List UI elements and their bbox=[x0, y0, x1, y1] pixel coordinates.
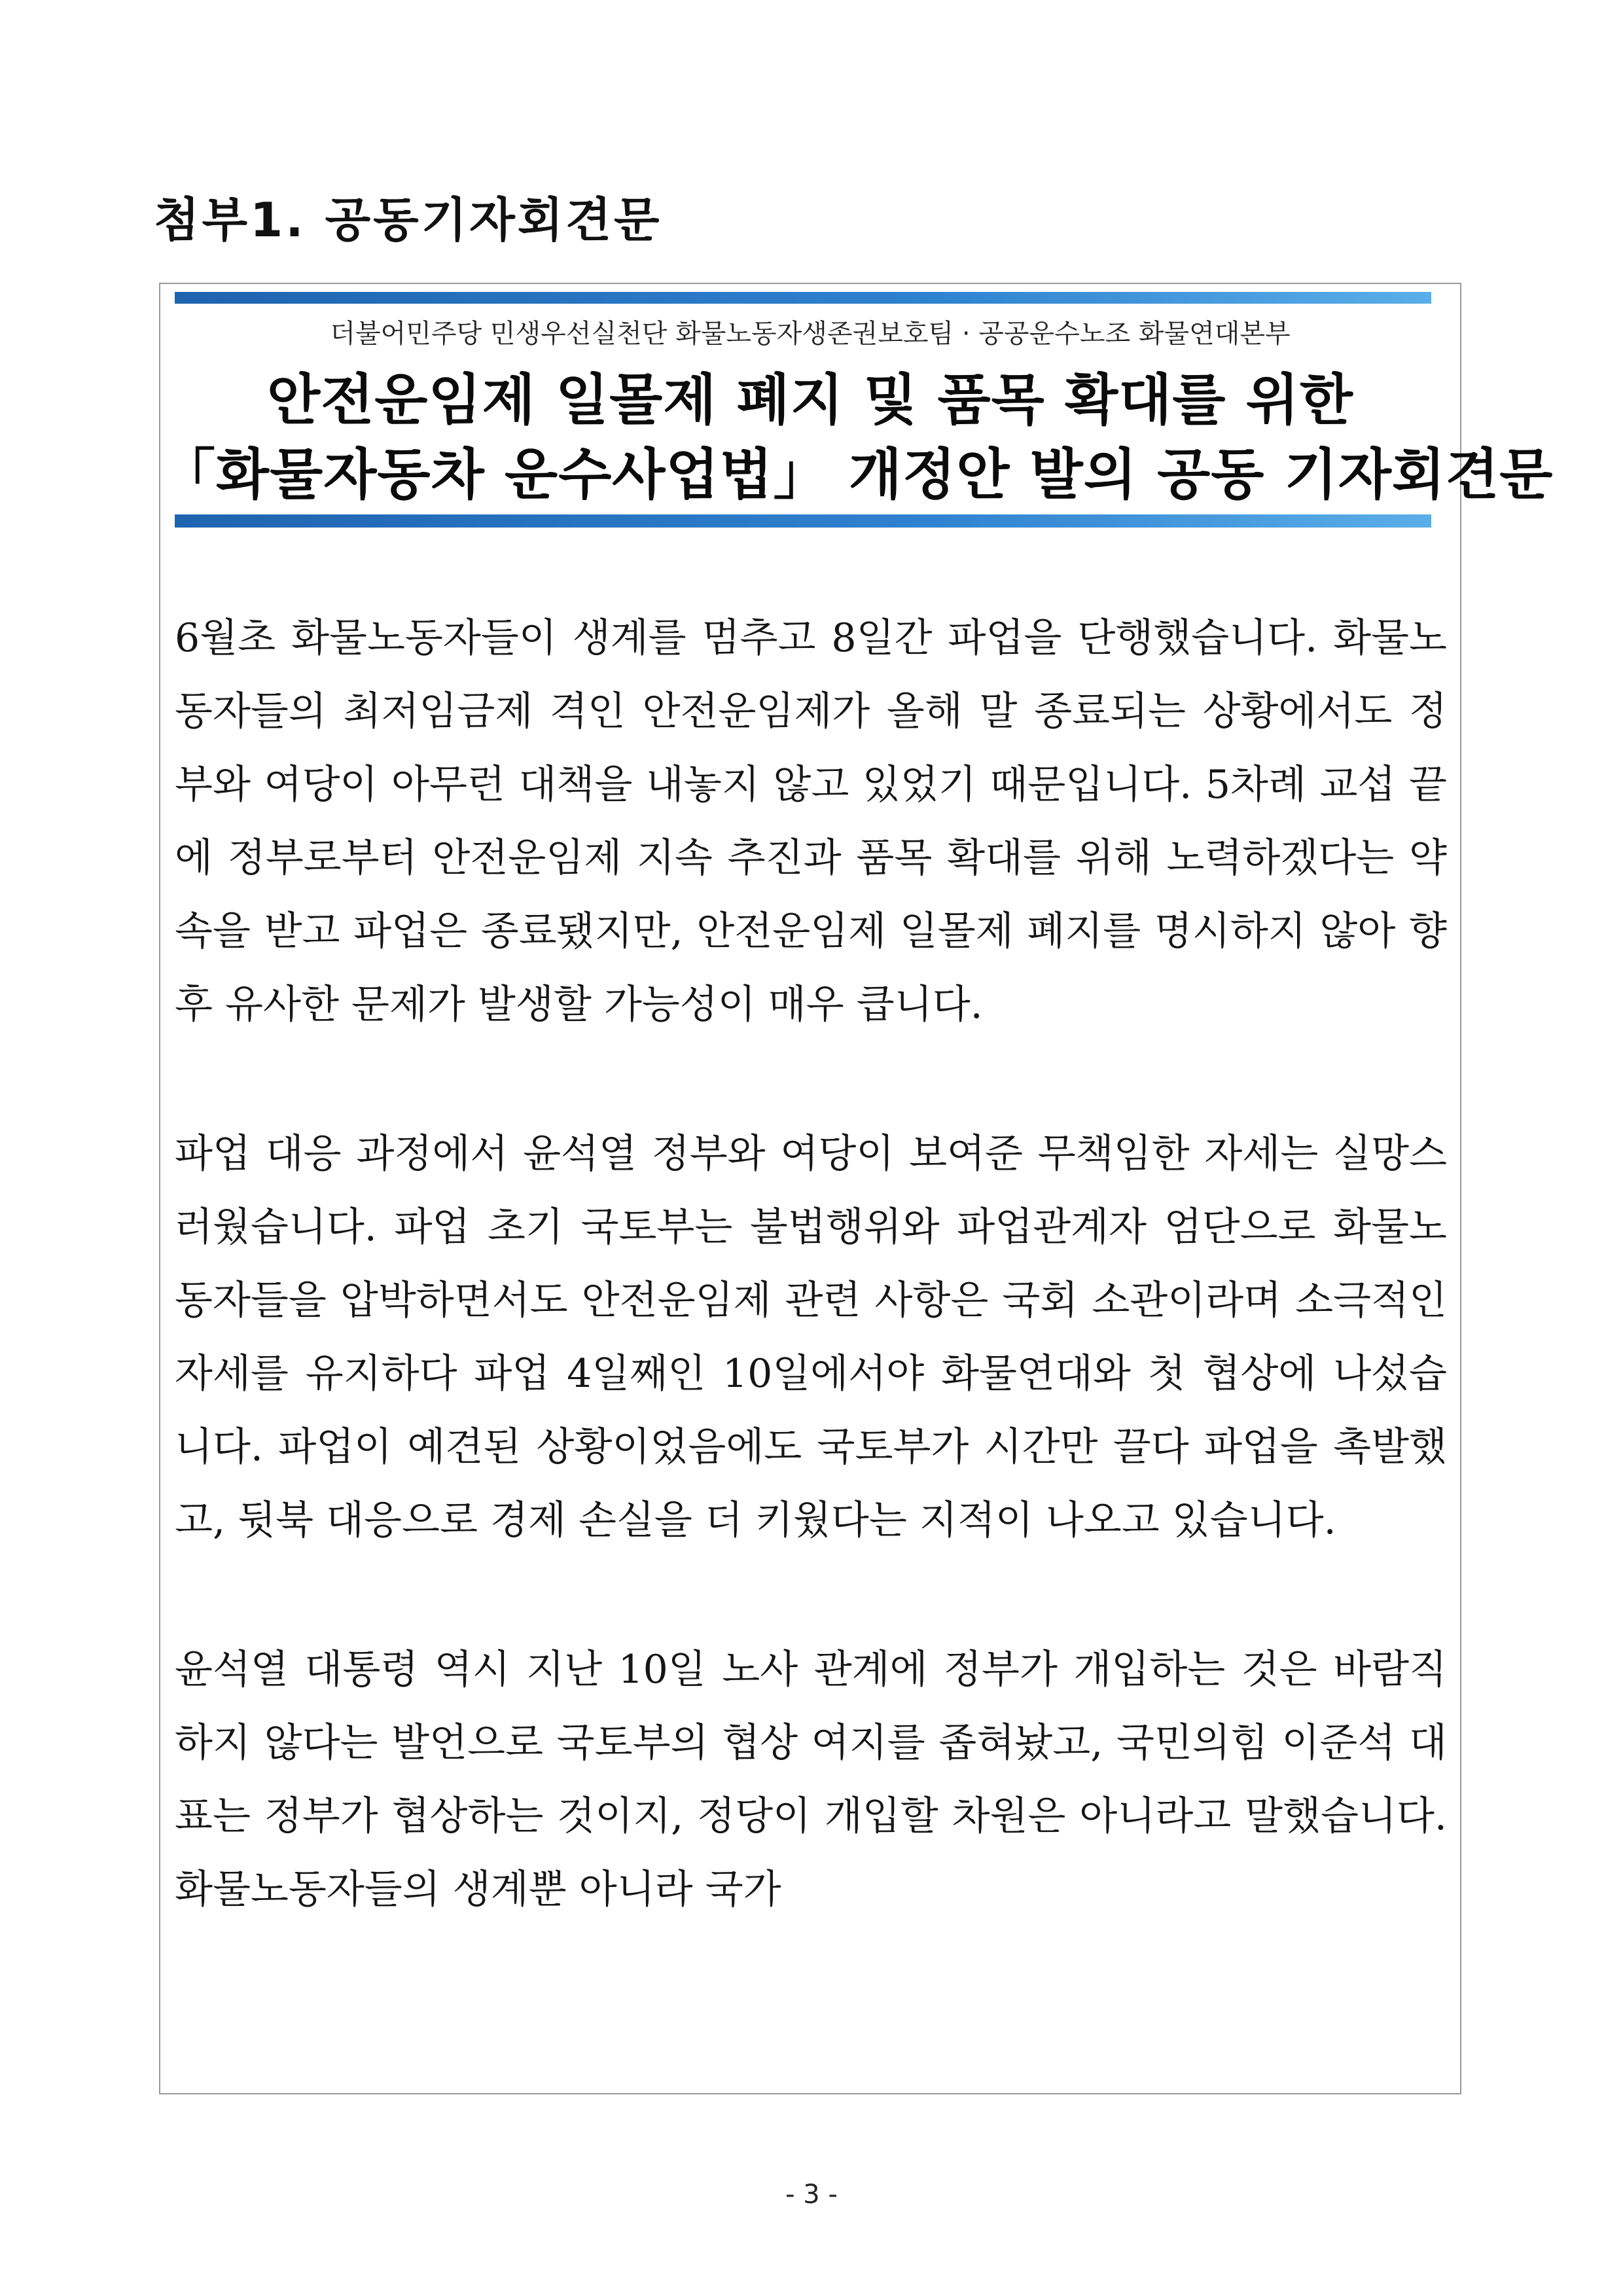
paragraph: 6월초 화물노동자들이 생계를 멈추고 8일간 파업을 단행했습니다. 화물노동자들의 최저임금제 격인 안전운임제가 올해 말 종료되는 상황에서도 정부와 여당이 아무런 대책을 내놓지 않고 있었기 때문입니다. 5차례 교섭 끝에 정부로부터 안전운임제 지속 추진과 품목 확대를 위해 노력하겠다는 약속을 받고 파업은 종료됐지만, 안전운임제 일몰제 폐지를 명시하지 않아 향후 유사한 문제가 발생할 가능성이 매우 큽니다. bbox=[175, 615, 1447, 1028]
page-number: - 3 - bbox=[785, 2179, 838, 2210]
headline-line-1: 안전운임제 일몰제 폐지 및 품목 확대를 위한 bbox=[266, 368, 1354, 432]
paragraph: 윤석열 대통령 역시 지난 10일 노사 관계에 정부가 개입하는 것은 바람직하지 않다는 발언으로 국토부의 협상 여지를 좁혀놨고, 국민의힘 이준석 대표는 정부가 협상하는 것이지, 정당이 개입할 차원은 아니라고 말했습니다. 화물노동자들의 생계뿐 아니라 국가 bbox=[175, 1647, 1447, 1912]
header-bottom-rule bbox=[175, 514, 1431, 528]
press-release-box bbox=[159, 283, 1554, 2094]
headline-line-2: 「화물자동차 운수사업법」 개정안 발의 공동 기자회견문 bbox=[160, 442, 1554, 507]
paragraph: 파업 대응 과정에서 윤석열 정부와 여당이 보여준 무책임한 자세는 실망스러웠습니다. 파업 초기 국토부는 불법행위와 파업관계자 엄단으로 화물노동자들을 압박하면서도 안전운임제 관련 사항은 국회 소관이라며 소극적인 자세를 유지하다 파업 4일째인 10일에서야 화물연대와 첫 협상에 나섰습니다. 파업이 예견된 상황이었음에도 국토부가 시간만 끌다 파업을 촉발했고, 뒷북 대응으로 경제 손실을 더 키웠다는 지적이 나오고 있습니다. bbox=[175, 1131, 1447, 1543]
statement-body bbox=[175, 601, 1447, 2002]
attachment-title: 첨부1. 공동기자회견문 bbox=[154, 192, 662, 247]
organizers-line: 더불어민주당 민생우선실천단 화물노동자생존권보호팀 · 공공운수노조 화물연대본부 bbox=[330, 319, 1291, 349]
header-top-rule bbox=[175, 292, 1431, 304]
